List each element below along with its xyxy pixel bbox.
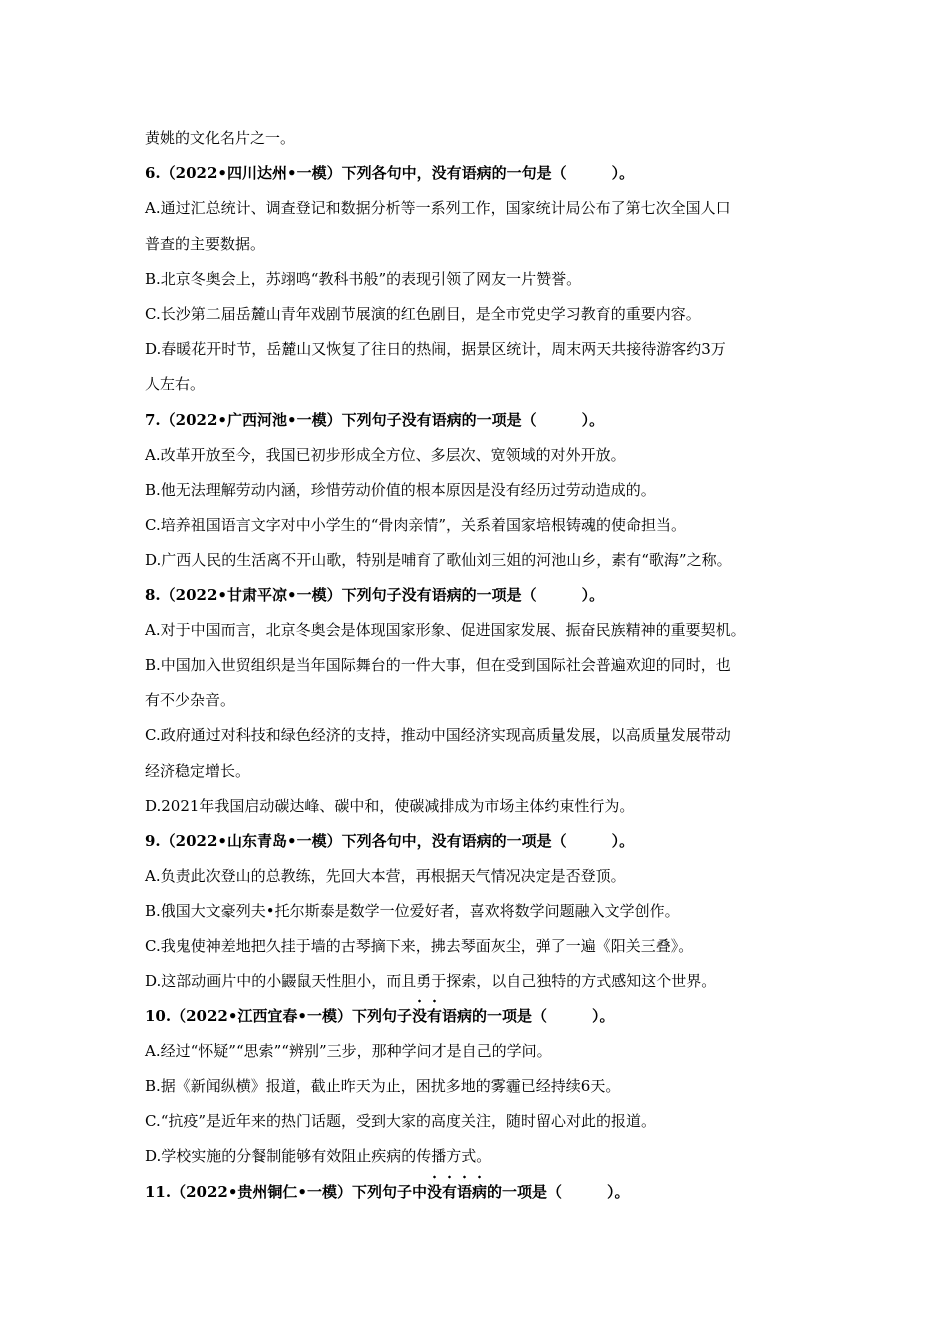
emphasis-dotted-text	[412, 1006, 442, 1026]
question-10-suffix: 语病的一项是（ ）。	[442, 1007, 615, 1025]
option-c: C.“抗疫”是近年来的热门话题，受到大家的高度关注，随时留心对此的报道。	[145, 1112, 657, 1130]
option-d: D.广西人民的生活离不开山歌，特别是哺育了歌仙刘三姐的河池山乡，素有“歌海”之称。	[145, 551, 732, 569]
option-a: A.经过“怀疑”“思索”“辨别”三步，那种学问才是自己的学问。	[145, 1042, 552, 1060]
question-10-prefix: 10.（2022•江西宜春•一模）下列句子	[145, 1007, 413, 1025]
option-d: D.春暖花开时节，岳麓山又恢复了往日的热闹，据景区统计，周末两天共接待游客约3万	[145, 340, 726, 358]
option-c: C.政府通过对科技和绿色经济的支持，推动中国经济实现高质量发展，以高质量发展带动	[145, 726, 731, 744]
emphasis-text: 没有	[412, 1007, 443, 1025]
option-b: B.俄国大文豪列夫•托尔斯泰是数学一位爱好者，喜欢将数学问题融入文学创作。	[145, 902, 680, 920]
option-c-continued: 经济稳定增长。	[145, 762, 251, 780]
option-b: B.他无法理解劳动内涵，珍惜劳动价值的根本原因是没有经历过劳动造成的。	[145, 481, 656, 499]
option-d: D.这部动画片中的小鼹鼠天性胆小，而且勇于探索，以自己独特的方式感知这个世界。	[145, 972, 717, 990]
question-11-stem	[145, 1182, 630, 1202]
option-d: D.2021年我国启动碳达峰、碳中和，使碳减排成为市场主体约束性行为。	[145, 797, 635, 815]
option-b-continued: 有不少杂音。	[145, 691, 236, 709]
emphasis-dots	[427, 1175, 487, 1179]
option-b: B.中国加入世贸组织是当年国际舞台的一件大事，但在受到国际社会普遍欢迎的同时，也	[145, 656, 731, 674]
question-7-stem: 7.（2022•广西河池•一模）下列句子没有语病的一项是（ ）。	[145, 411, 605, 429]
emphasis-dots	[412, 999, 442, 1003]
question-9-stem: 9.（2022•山东青岛•一模）下列各句中，没有语病的一项是（ ）。	[145, 832, 635, 850]
option-b: B.据《新闻纵横》报道，截止昨天为止，困扰多地的雾霾已经持续6天。	[145, 1077, 621, 1095]
option-a: A.改革开放至今，我国已初步形成全方位、多层次、宽领域的对外开放。	[145, 446, 626, 464]
option-c: C.培养祖国语言文字对中小学生的“骨肉亲情”，关系着国家培根铸魂的使命担当。	[145, 516, 687, 534]
emphasis-dotted-text	[427, 1182, 487, 1202]
option-a: A.通过汇总统计、调查登记和数据分析等一系列工作，国家统计局公布了第七次全国人口	[145, 199, 731, 217]
question-6-stem: 6.（2022•四川达州•一模）下列各句中，没有语病的一句是（ ）。	[145, 164, 635, 182]
option-d: D.学校实施的分餐制能够有效阻止疾病的传播方式。	[145, 1147, 492, 1165]
text-line: 黄姚的文化名片之一。	[145, 129, 296, 147]
option-a: A.对于中国而言，北京冬奥会是体现国家形象、促进国家发展、振奋民族精神的重要契机。	[145, 621, 746, 639]
option-a-continued: 普查的主要数据。	[145, 235, 266, 253]
option-b: B.北京冬奥会上，苏翊鸣“教科书般”的表现引领了网友一片赞誉。	[145, 270, 582, 288]
question-10-stem	[145, 1006, 615, 1026]
question-11-suffix: 的一项是（ ）。	[487, 1183, 630, 1201]
question-11-prefix: 11.（2022•贵州铜仁•一模）下列句子中	[145, 1183, 428, 1201]
option-d-continued: 人左右。	[145, 375, 206, 393]
option-c: C.我鬼使神差地把久挂于墙的古琴摘下来，拂去琴面灰尘，弹了一遍《阳关三叠》。	[145, 937, 694, 955]
option-a: A.负责此次登山的总教练，先回大本营，再根据天气情况决定是否登顶。	[145, 867, 626, 885]
option-c: C.长沙第二届岳麓山青年戏剧节展演的红色剧目，是全市党史学习教育的重要内容。	[145, 305, 701, 323]
emphasis-text: 没有语病	[427, 1183, 488, 1201]
question-8-stem: 8.（2022•甘肃平凉•一模）下列句子没有语病的一项是（ ）。	[145, 586, 605, 604]
